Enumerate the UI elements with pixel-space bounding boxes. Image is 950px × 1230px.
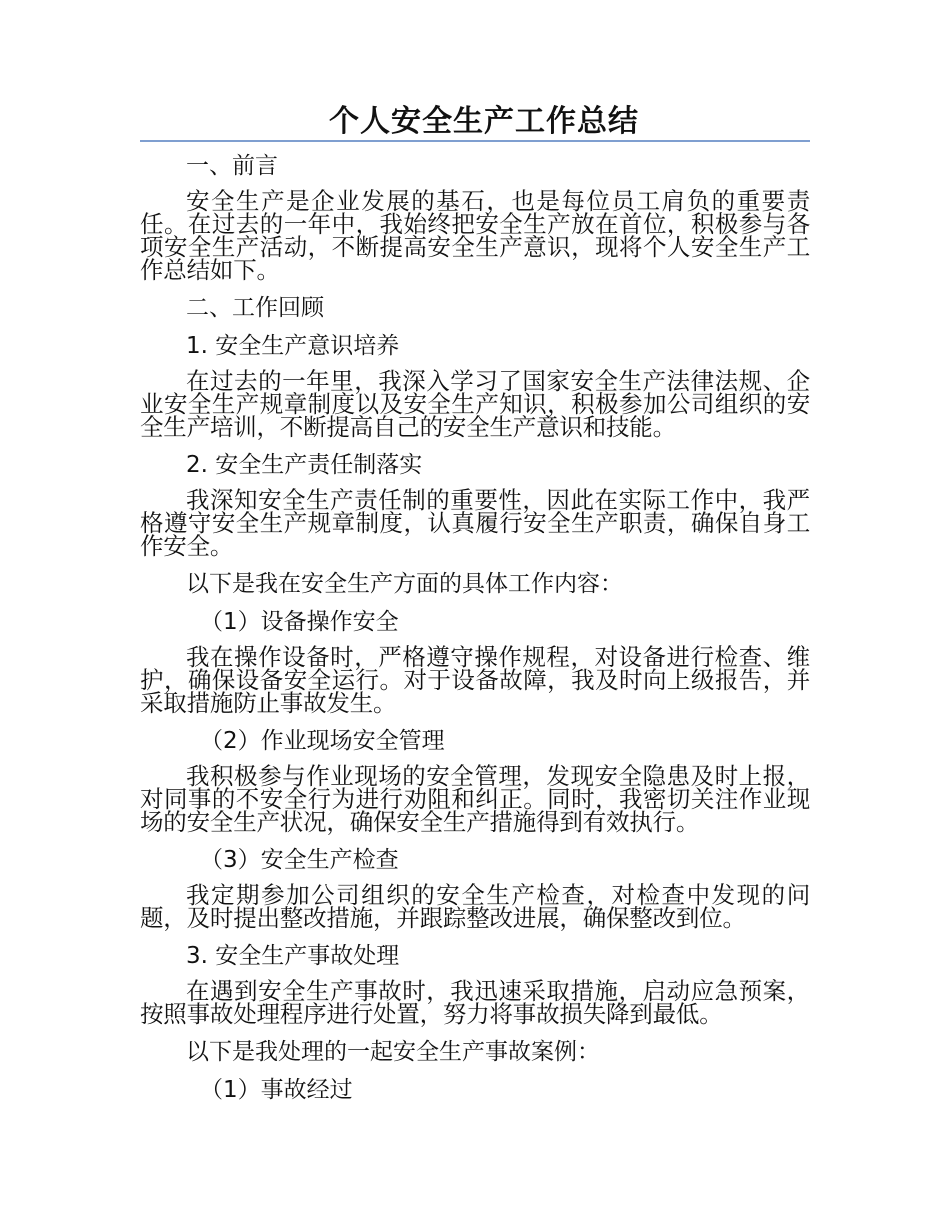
- paragraph: 我深知安全生产责任制的重要性，因此在实际工作中，我严格遵守安全生产规章制度，认真履行安全生产职责，确保自身工作安全。: [140, 486, 810, 560]
- section-heading: 二、工作回顾: [186, 295, 324, 321]
- paragraph: 安全生产是企业发展的基石，也是每位员工肩负的重要责任。在过去的一年中，我始终把安全生产放在首位，积极参与各项安全生产活动，不断提高安全生产意识，现将个人安全生产工作总结如下。: [140, 187, 810, 284]
- list-item-heading: （2）作业现场安全管理: [200, 728, 445, 754]
- subsection-heading: 2. 安全生产责任制落实: [186, 452, 423, 478]
- list-item-heading: （3）安全生产检查: [200, 847, 399, 873]
- intro-line: 以下是我在安全生产方面的具体工作内容：: [186, 571, 623, 597]
- paragraph: 我在操作设备时，严格遵守操作规程，对设备进行检查、维护，确保设备安全运行。对于设备故障，我及时向上级报告，并采取措施防止事故发生。: [140, 643, 810, 717]
- document-title: 个人安全生产工作总结: [329, 104, 639, 139]
- list-item-heading: （1）事故经过: [200, 1077, 353, 1103]
- list-item-heading: （1）设备操作安全: [200, 609, 399, 635]
- subsection-heading: 1. 安全生产意识培养: [186, 333, 400, 359]
- paragraph: 我定期参加公司组织的安全生产检查，对检查中发现的问题，及时提出整改措施，并跟踪整改进展，确保整改到位。: [140, 881, 810, 932]
- document-page: [140, 100, 810, 1114]
- paragraph: 在遇到安全生产事故时，我迅速采取措施，启动应急预案，按照事故处理程序进行处置，努力将事故损失降到最低。: [140, 977, 810, 1028]
- subsection-heading: 3. 安全生产事故处理: [186, 943, 400, 969]
- paragraph: 在过去的一年里，我深入学习了国家安全生产法律法规、企业安全生产规章制度以及安全生产知识，积极参加公司组织的安全生产培训，不断提高自己的安全生产意识和技能。: [140, 367, 810, 441]
- paragraph: 我积极参与作业现场的安全管理，发现安全隐患及时上报，对同事的不安全行为进行劝阻和纠正。同时，我密切关注作业现场的安全生产状况，确保安全生产措施得到有效执行。: [140, 762, 810, 836]
- intro-line: 以下是我处理的一起安全生产事故案例：: [186, 1039, 600, 1065]
- title-underline: [140, 140, 810, 142]
- section-heading: 一、前言: [186, 153, 278, 179]
